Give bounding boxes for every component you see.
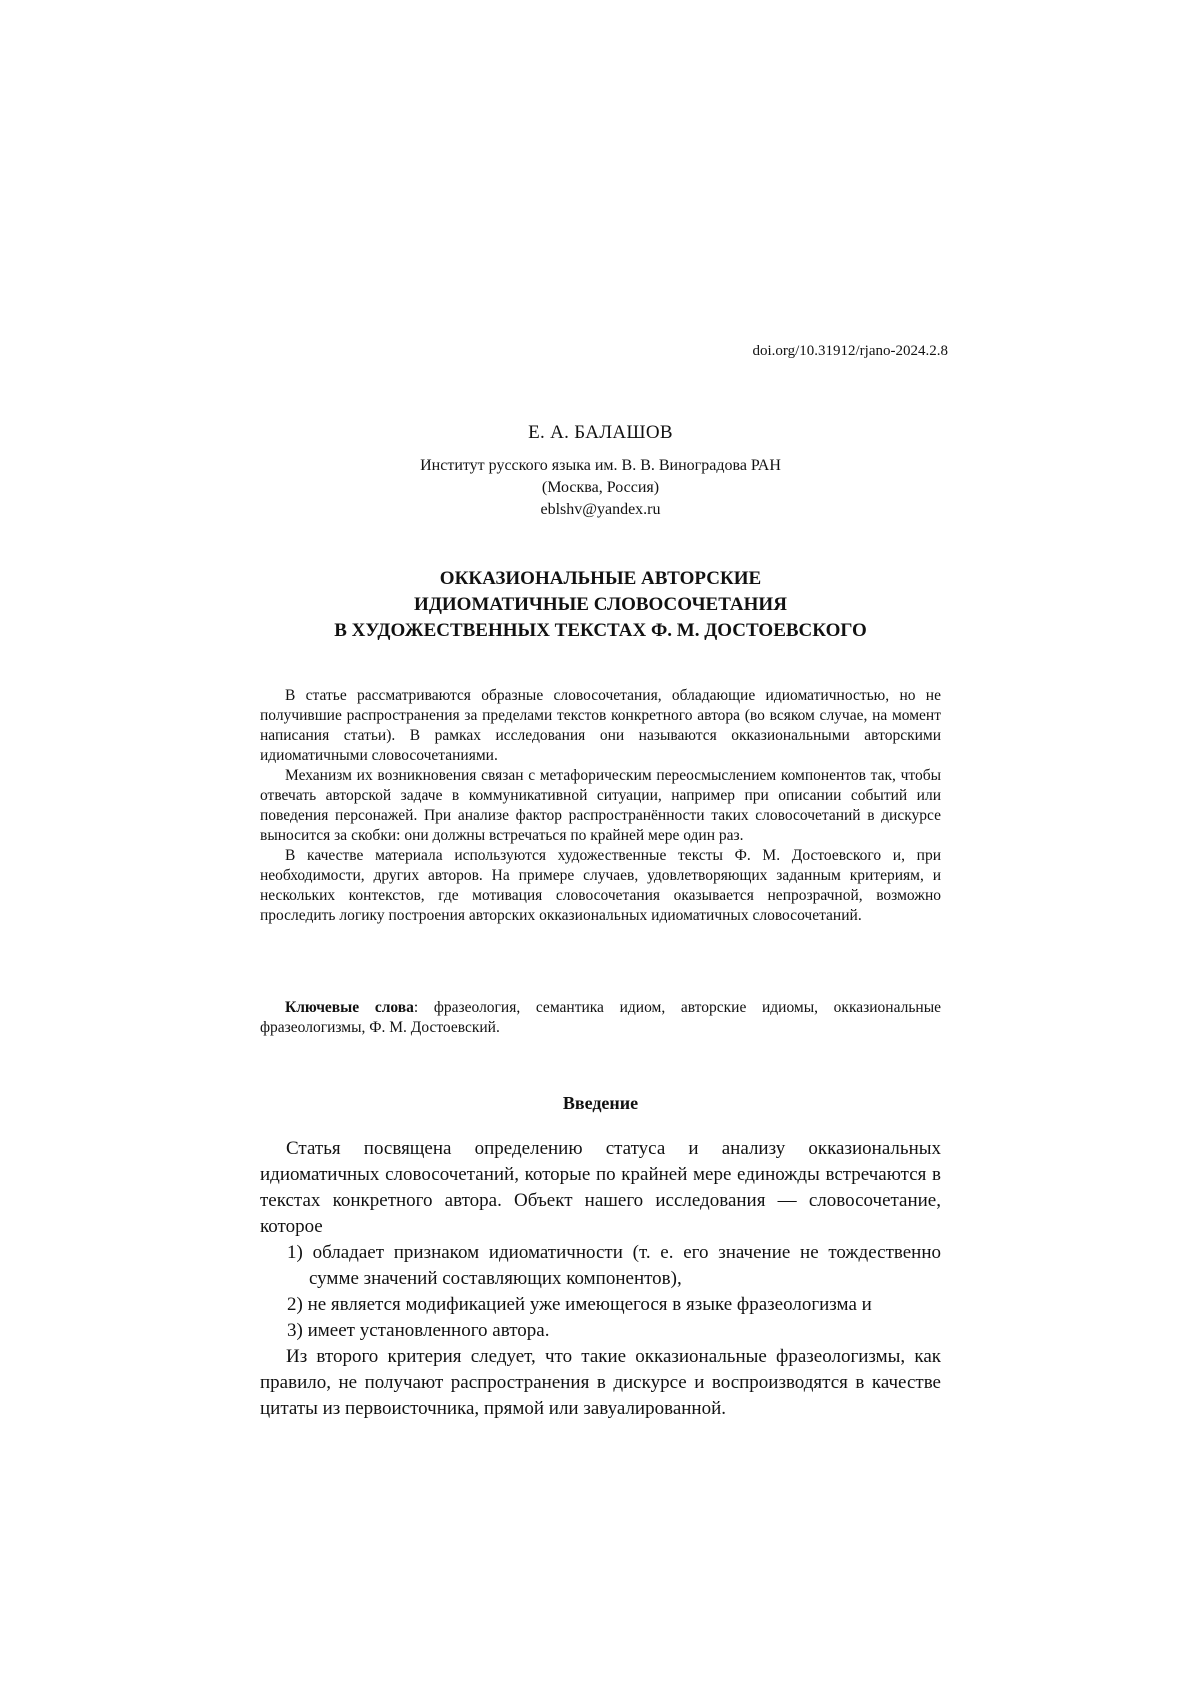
title-line-1: ОККАЗИОНАЛЬНЫЕ АВТОРСКИЕ (439, 568, 762, 589)
title-line-3: В ХУДОЖЕСТВЕННЫХ ТЕКСТАХ Ф. М. ДОСТОЕВСКОГО (334, 620, 867, 641)
introduction-body (260, 1136, 941, 1422)
author-name: Е. А. БАЛАШОВ (528, 422, 673, 443)
introduction-paragraph-1: Статья посвящена определению статуса и анализу окказиональных идиоматичных словосочетаний, которые по крайней мере единожды встречаются в текстах конкретного автора. Объект нашего исследования — словосочетание, которое (260, 1138, 941, 1237)
doi-link[interactable]: doi.org/10.31912/rjano-2024.2.8 (752, 343, 948, 359)
list-item (260, 1240, 941, 1292)
keywords (260, 998, 941, 1038)
section-heading-introduction: Введение (562, 1093, 639, 1113)
article-title (260, 566, 941, 644)
author-institution: Институт русского языка им. В. В. Виноградова РАН (420, 457, 781, 474)
abstract (260, 686, 941, 926)
abstract-paragraph-1: В статье рассматриваются образные словосочетания, обладающие идиоматичностью, но не получившие распространения за пределами текстов конкретного автора (во всяком случае, на момент написания статьи). В рамках исследования они называются окказиональными авторскими идиоматичными словосочетаниями. (260, 687, 941, 764)
author-email[interactable]: eblshv@yandex.ru (540, 501, 661, 518)
list-item-number: 3) (287, 1320, 303, 1341)
list-item-text: не является модификацией уже имеющегося в языке фразеологизма и (307, 1294, 872, 1315)
abstract-paragraph-3: В качестве материала используются художественные тексты Ф. М. Достоевского и, при необходимости, других авторов. На примере случаев, удовлетворяющих заданным критериям, и нескольких контекстов, где мотивация словосочетания оказывается непрозрачной, возможно проследить логику построения авторских окказиональных идиоматичных словосочетаний. (260, 847, 941, 924)
keywords-text: : фразеология, семантика идиом, авторские идиомы, окказиональные фразеологизмы, Ф. М. Достоевский. (260, 999, 941, 1036)
list-item-text: имеет установленного автора. (307, 1320, 550, 1341)
author-block (260, 421, 941, 521)
list-item-number: 2) (287, 1294, 303, 1315)
list-item (260, 1292, 941, 1318)
list-item-number: 1) (287, 1242, 303, 1263)
criteria-list (260, 1240, 941, 1344)
introduction-paragraph-2: Из второго критерия следует, что такие окказиональные фразеологизмы, как правило, не получают распространения в дискурсе и воспроизводятся в качестве цитаты из первоисточника, прямой или завуалированной. (260, 1346, 941, 1419)
author-location: (Москва, Россия) (541, 479, 660, 496)
keywords-label: Ключевые слова (285, 999, 414, 1016)
abstract-paragraph-2: Механизм их возникновения связан с метафорическим переосмыслением компонентов так, чтобы отвечать авторской задаче в коммуникативной ситуации, например при описании событий или поведения персонажей. При анализе фактор распространённости таких словосочетаний в дискурсе выносится за скобки: они должны встречаться по крайней мере один раз. (260, 767, 941, 844)
list-item-text: обладает признаком идиоматичности (т. е. его значение не тождественно сумме значений составляющих компонентов), (309, 1242, 941, 1289)
list-item (260, 1318, 941, 1344)
title-line-2: ИДИОМАТИЧНЫЕ СЛОВОСОЧЕТАНИЯ (414, 594, 787, 615)
